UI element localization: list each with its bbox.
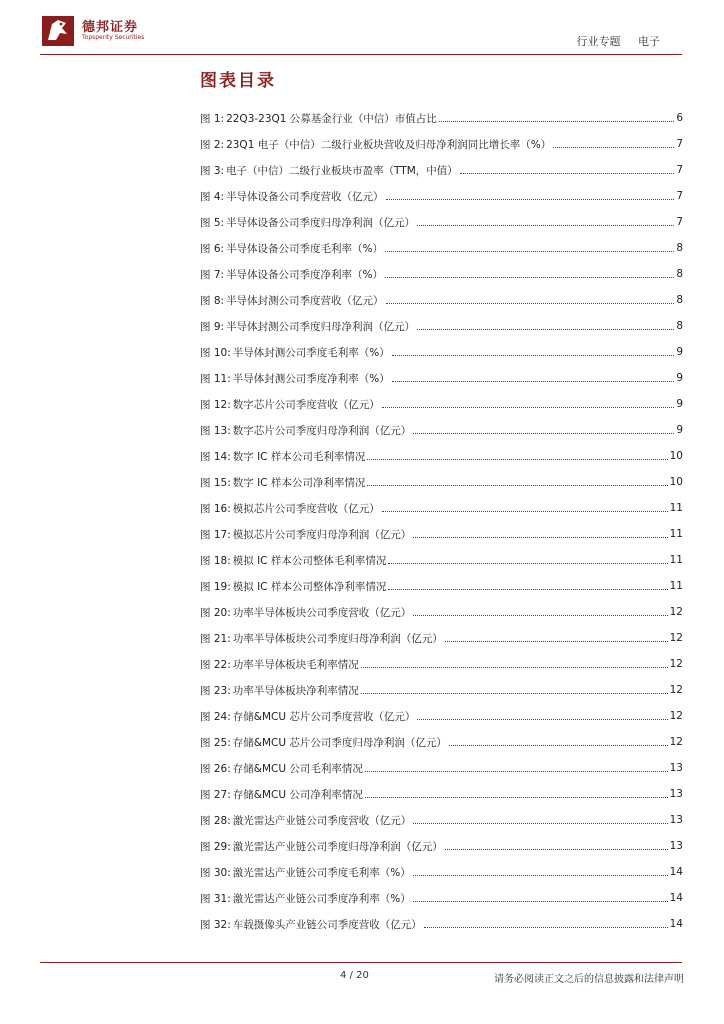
toc-entry-title: 半导体设备公司季度营收（亿元） [226, 190, 384, 203]
toc-entry[interactable] [200, 625, 683, 651]
toc-entry-page: 12 [669, 736, 683, 748]
toc-entry-title: 半导体封测公司季度营收（亿元） [226, 294, 384, 307]
toc-entry-number: 图 9: [200, 320, 225, 333]
toc-entry-number: 图 15: [200, 476, 231, 489]
toc-entry[interactable] [200, 911, 683, 937]
toc-entry-leader [413, 823, 667, 824]
toc-entry-leader [361, 667, 668, 668]
toc-entry-number: 图 2: [200, 138, 225, 151]
toc-entry-title: 22Q3-23Q1 公募基金行业（中信）市值占比 [226, 112, 437, 125]
toc-entry-page: 11 [669, 580, 683, 592]
toc-entry-title: 存储&MCU 公司净利率情况 [232, 788, 363, 801]
toc-entry-leader [367, 459, 667, 460]
toc-entry-title: 数字 IC 样本公司毛利率情况 [232, 450, 366, 463]
toc-entry-leader [413, 901, 668, 902]
toc-entry[interactable] [200, 755, 683, 781]
toc-entry-leader [445, 641, 668, 642]
toc-entry-title: 激光雷达产业链公司季度毛利率（%） [232, 866, 411, 879]
toc-title: 图表目录 [200, 71, 276, 91]
toc-entry-page: 8 [676, 294, 683, 306]
toc-entry[interactable] [200, 469, 683, 495]
toc-entry[interactable] [200, 573, 683, 599]
toc-entry[interactable] [200, 651, 683, 677]
toc-list [200, 105, 683, 937]
toc-entry-page: 7 [676, 138, 683, 150]
toc-entry-number: 图 13: [200, 424, 231, 437]
logo-text-cn: 德邦证券 [82, 20, 139, 35]
toc-entry-title: 模拟 IC 样本公司整体毛利率情况 [232, 554, 387, 567]
toc-entry-page: 7 [676, 190, 683, 202]
toc-entry-title: 存储&MCU 芯片公司季度营收（亿元） [232, 710, 416, 723]
toc-entry-title: 功率半导体板块公司季度归母净利润（亿元） [232, 632, 443, 645]
toc-entry-page: 13 [669, 814, 683, 826]
toc-entry-leader [386, 199, 675, 200]
toc-entry[interactable] [200, 781, 683, 807]
toc-entry[interactable] [200, 339, 683, 365]
toc-entry-leader [365, 797, 668, 798]
toc-entry[interactable] [200, 599, 683, 625]
toc-entry-number: 图 10: [200, 346, 231, 359]
report-sector: 电子 [638, 35, 660, 48]
toc-entry-number: 图 16: [200, 502, 231, 515]
toc-entry-page: 8 [676, 320, 683, 332]
toc-entry-leader [386, 303, 675, 304]
toc-entry[interactable] [200, 677, 683, 703]
toc-entry-number: 图 20: [200, 606, 231, 619]
header-divider [40, 54, 682, 55]
toc-entry-leader [388, 589, 667, 590]
toc-entry-page: 11 [669, 554, 683, 566]
toc-entry-leader [382, 511, 668, 512]
toc-entry-number: 图 23: [200, 684, 231, 697]
toc-entry-leader [385, 251, 674, 252]
toc-entry-title: 数字芯片公司季度营收（亿元） [232, 398, 380, 411]
toc-entry-title: 半导体设备公司季度毛利率（%） [226, 242, 384, 255]
toc-entry[interactable] [200, 521, 683, 547]
toc-entry-number: 图 28: [200, 814, 231, 827]
toc-entry-number: 图 11: [200, 372, 231, 385]
toc-entry[interactable] [200, 859, 683, 885]
toc-entry-number: 图 6: [200, 242, 225, 255]
toc-entry[interactable] [200, 313, 683, 339]
footer-divider [40, 962, 682, 963]
toc-entry-number: 图 25: [200, 736, 231, 749]
toc-entry-page: 12 [669, 710, 683, 722]
toc-entry-page: 12 [669, 684, 683, 696]
toc-entry-leader [361, 693, 668, 694]
toc-entry-leader [445, 849, 668, 850]
toc-entry-page: 10 [669, 476, 683, 488]
toc-entry-title: 模拟 IC 样本公司整体净利率情况 [232, 580, 387, 593]
toc-entry-number: 图 19: [200, 580, 231, 593]
toc-entry-page: 13 [669, 762, 683, 774]
header-tags [577, 33, 661, 49]
toc-entry-leader [367, 485, 667, 486]
toc-entry-number: 图 22: [200, 658, 231, 671]
toc-entry[interactable] [200, 209, 683, 235]
toc-entry-page: 14 [669, 918, 683, 930]
logo-text-en: Topsperity Securities [82, 34, 145, 41]
footer-disclaimer: 请务必阅读正文之后的信息披露和法律声明 [494, 974, 684, 985]
toc-entry-number: 图 31: [200, 892, 231, 905]
toc-entry-page: 13 [669, 788, 683, 800]
toc-entry-title: 半导体封测公司季度归母净利润（亿元） [226, 320, 416, 333]
toc-entry-title: 数字芯片公司季度归母净利润（亿元） [232, 424, 412, 437]
toc-entry-page: 6 [676, 112, 683, 124]
toc-entry-number: 图 27: [200, 788, 231, 801]
toc-entry[interactable] [200, 365, 683, 391]
toc-entry[interactable] [200, 417, 683, 443]
toc-entry-number: 图 24: [200, 710, 231, 723]
toc-entry[interactable] [200, 547, 683, 573]
toc-entry-leader [413, 615, 667, 616]
report-category: 行业专题 [576, 35, 621, 48]
toc-entry-number: 图 26: [200, 762, 231, 775]
toc-entry[interactable] [200, 703, 683, 729]
toc-entry[interactable] [200, 261, 683, 287]
toc-entry-number: 图 29: [200, 840, 231, 853]
toc-entry-number: 图 3: [200, 164, 225, 177]
toc-entry-leader [388, 563, 667, 564]
toc-entry-leader [392, 355, 675, 356]
toc-entry-leader [392, 381, 675, 382]
toc-entry-page: 12 [669, 632, 683, 644]
toc-entry-leader [413, 433, 674, 434]
toc-entry-title: 模拟芯片公司季度归母净利润（亿元） [232, 528, 412, 541]
toc-entry-leader [365, 771, 668, 772]
toc-entry-page: 10 [669, 450, 683, 462]
toc-entry[interactable] [200, 391, 683, 417]
toc-entry-title: 电子（中信）二级行业板块市盈率（TTM，中值） [226, 164, 458, 177]
toc-entry-title: 车载摄像头产业链公司季度营收（亿元） [232, 918, 422, 931]
toc-entry-title: 激光雷达产业链公司季度营收（亿元） [232, 814, 412, 827]
toc-entry-page: 9 [676, 424, 683, 436]
toc-entry-title: 数字 IC 样本公司净利率情况 [232, 476, 366, 489]
page-indicator: 4 / 20 [340, 970, 369, 981]
toc-entry-leader [413, 875, 668, 876]
toc-entry-page: 8 [676, 268, 683, 280]
toc-entry[interactable] [200, 235, 683, 261]
toc-entry-number: 图 21: [200, 632, 231, 645]
toc-entry-number: 图 7: [200, 268, 225, 281]
toc-entry-title: 半导体封测公司季度毛利率（%） [232, 346, 390, 359]
toc-entry-title: 存储&MCU 公司毛利率情况 [232, 762, 363, 775]
toc-entry-page: 7 [676, 164, 683, 176]
toc-entry-number: 图 30: [200, 866, 231, 879]
toc-entry-title: 功率半导体板块公司季度营收（亿元） [232, 606, 412, 619]
toc-entry[interactable] [200, 443, 683, 469]
toc-entry-leader [553, 147, 674, 148]
toc-entry-leader [439, 121, 675, 122]
company-logo [40, 14, 170, 48]
logo-mark-icon [40, 14, 76, 48]
toc-entry-title: 激光雷达产业链公司季度归母净利润（亿元） [232, 840, 443, 853]
toc-entry-title: 23Q1 电子（中信）二级行业板块营收及归母净利润同比增长率（%） [226, 138, 552, 151]
toc-entry-title: 存储&MCU 芯片公司季度归母净利润（亿元） [232, 736, 447, 749]
toc-entry-number: 图 5: [200, 216, 225, 229]
toc-entry-number: 图 32: [200, 918, 231, 931]
toc-entry[interactable] [200, 807, 683, 833]
toc-entry-page: 13 [669, 840, 683, 852]
toc-entry-title: 半导体设备公司季度归母净利润（亿元） [226, 216, 416, 229]
toc-entry-number: 图 18: [200, 554, 231, 567]
toc-entry[interactable] [200, 495, 683, 521]
toc-entry-leader [413, 537, 667, 538]
toc-entry[interactable] [200, 833, 683, 859]
toc-entry[interactable] [200, 885, 683, 911]
toc-entry-leader [424, 927, 668, 928]
toc-entry-page: 9 [676, 372, 683, 384]
toc-entry-number: 图 1: [200, 112, 225, 125]
toc-entry-page: 9 [676, 398, 683, 410]
toc-entry-page: 14 [669, 892, 683, 904]
toc-entry[interactable] [200, 157, 683, 183]
toc-entry[interactable] [200, 131, 683, 157]
toc-entry-number: 图 4: [200, 190, 225, 203]
toc-entry-leader [460, 173, 675, 174]
toc-entry[interactable] [200, 287, 683, 313]
toc-entry-page: 14 [669, 866, 683, 878]
toc-entry-leader [382, 407, 675, 408]
toc-entry-page: 7 [676, 216, 683, 228]
toc-entry[interactable] [200, 183, 683, 209]
toc-entry-leader [417, 225, 674, 226]
toc-entry-leader [385, 277, 674, 278]
page-header [0, 0, 724, 56]
toc-entry-title: 功率半导体板块净利率情况 [232, 684, 359, 697]
toc-entry-title: 激光雷达产业链公司季度净利率（%） [232, 892, 411, 905]
toc-entry-page: 11 [669, 502, 683, 514]
toc-entry-page: 12 [669, 606, 683, 618]
toc-entry-number: 图 8: [200, 294, 225, 307]
toc-entry-title: 半导体封测公司季度净利率（%） [232, 372, 390, 385]
toc-entry[interactable] [200, 729, 683, 755]
toc-entry-leader [417, 329, 674, 330]
toc-entry-page: 11 [669, 528, 683, 540]
toc-entry-title: 模拟芯片公司季度营收（亿元） [232, 502, 380, 515]
toc-entry-title: 半导体设备公司季度净利率（%） [226, 268, 384, 281]
toc-entry-page: 8 [676, 242, 683, 254]
toc-entry-leader [449, 745, 668, 746]
toc-entry-number: 图 12: [200, 398, 231, 411]
toc-entry-page: 12 [669, 658, 683, 670]
toc-entry-number: 图 14: [200, 450, 231, 463]
toc-entry-title: 功率半导体板块毛利率情况 [232, 658, 359, 671]
toc-entry-number: 图 17: [200, 528, 231, 541]
toc-entry[interactable] [200, 105, 683, 131]
toc-entry-page: 9 [676, 346, 683, 358]
toc-entry-leader [417, 719, 667, 720]
